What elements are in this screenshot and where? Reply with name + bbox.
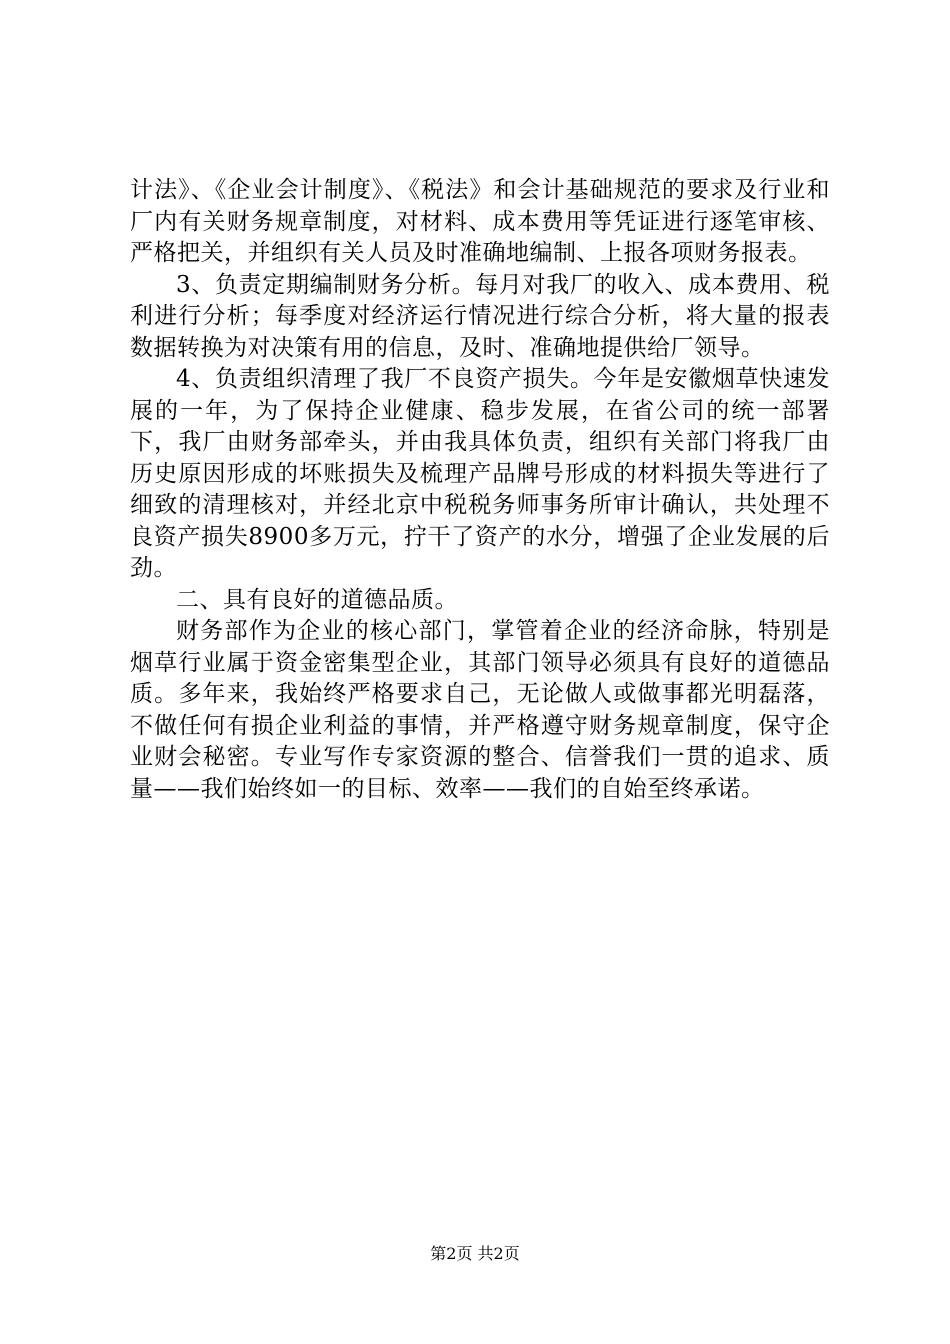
paragraph-continuation: 计法》、《企业会计制度》、《税法》和会计基础规范的要求及行业和厂内有关财务规章制度，对材料、成本费用等凭证进行逐笔审核、严格把关，并组织有关人员及时准确地编制、上报各项财务报表。 xyxy=(130,177,830,266)
document-body xyxy=(130,175,830,805)
paragraph-financial-analysis: 3、负责定期编制财务分析。每月对我厂的收入、成本费用、税利进行分析；每季度对经济运行情况进行综合分析，将大量的报表数据转换为对决策有用的信息，及时、准确地提供给厂领导。 xyxy=(130,271,830,361)
page-number-footer: 第2页 共2页 xyxy=(430,1244,520,1263)
section-heading-moral-quality: 二、具有良好的道德品质。 xyxy=(176,586,458,613)
paragraph-moral-quality: 财务部作为企业的核心部门，掌管着企业的经济命脉，特别是烟草行业属于资金密集型企业，其部门领导必须具有良好的道德品质。多年来，我始终严格要求自己，无论做人或做事都光明磊落，不做任何有损企业利益的事情，并严格遵守财务规章制度，保守企业财会秘密。专业写作专家资源的整合、信誉我们一贯的追求、质量——我们始终如一的目标、效率——我们的自始至终承诺。 xyxy=(130,618,830,802)
paragraph-bad-asset-cleanup: 4、负责组织清理了我厂不良资产损失。今年是安徽烟草快速发展的一年，为了保持企业健康、稳步发展，在省公司的统一部署下，我厂由财务部牵头，并由我具体负责，组织有关部门将我厂由历史原因形成的坏账损失及梳理产品牌号形成的材料损失等进行了细致的清理核对，并经北京中税税务师事务所审计确认，共处理不良资产损失8900多万元，拧干了资产的水分，增强了企业发展的后劲。 xyxy=(130,366,830,581)
